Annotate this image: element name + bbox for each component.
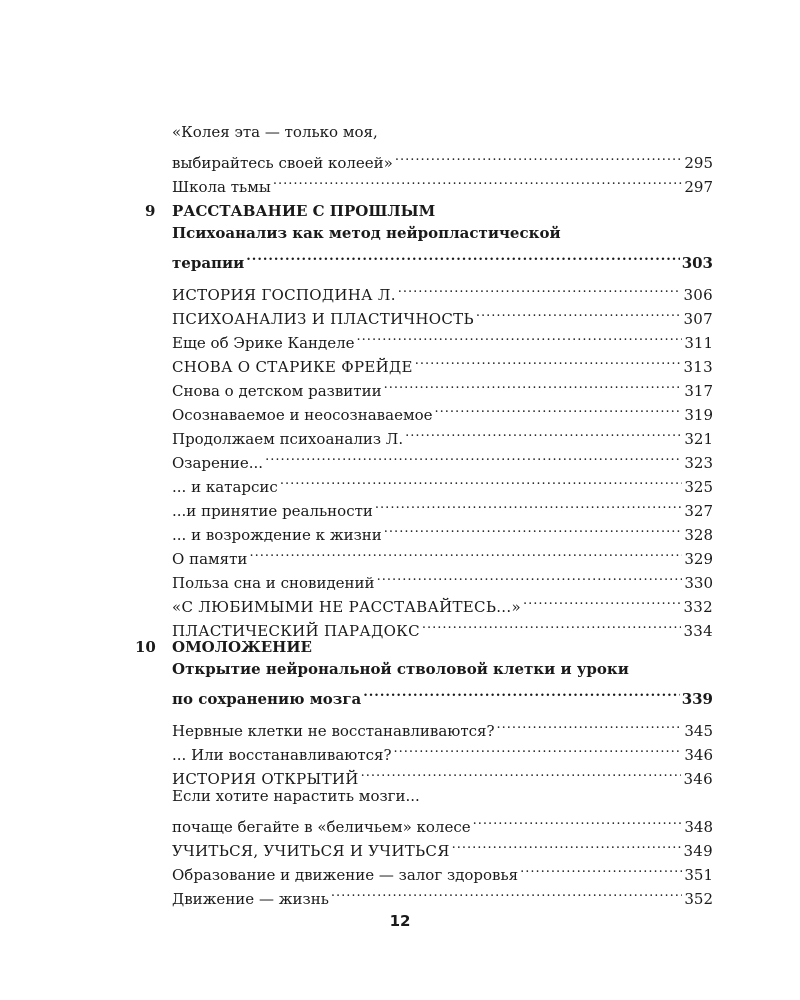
toc-entry-line1: «Колея эта — только моя, (172, 123, 378, 141)
chapter-subtitle-end: по сохранению мозга (172, 690, 362, 708)
toc-entry-page: 348 (684, 818, 713, 836)
chapter-9 (145, 200, 713, 640)
toc-entry-page: 307 (683, 310, 713, 328)
dot-leader (377, 564, 683, 588)
dot-leader (520, 856, 682, 880)
chapter-number: 9 (145, 202, 156, 220)
chapter-title: РАССТАВАНИЕ С ПРОШЛЫМ (172, 202, 436, 220)
dot-leader (398, 276, 682, 300)
dot-leader (357, 324, 683, 348)
toc-entry-page: 323 (684, 454, 713, 472)
dot-leader (384, 516, 683, 540)
toc-entry-title: УЧИТЬСЯ, УЧИТЬСЯ И УЧИТЬСЯ (172, 842, 450, 860)
toc-entry-title: СНОВА О СТАРИКЕ ФРЕЙДЕ (172, 358, 413, 376)
toc-entry-page: 325 (684, 478, 713, 496)
toc-entry-title: почаще бегайте в «беличьем» колесе (172, 818, 471, 836)
toc-entry-page: 332 (683, 598, 713, 616)
toc-entry-title: ПСИХОАНАЛИЗ И ПЛАСТИЧНОСТЬ (172, 310, 474, 328)
toc-entry-page: 297 (684, 178, 713, 196)
toc-entry-title: О памяти (172, 550, 248, 568)
page-number: 12 (389, 912, 411, 930)
toc-entry-page: 345 (684, 722, 713, 740)
toc-entry-title: ПЛАСТИЧЕСКИЙ ПАРАДОКС (172, 622, 420, 640)
dot-leader (246, 244, 679, 268)
toc-entry-page: 329 (684, 550, 713, 568)
chapter-subtitle: Открытие нейрональной стволовой клетки и уроки (172, 660, 629, 678)
toc-entry-title: ... и возрождение к жизни (172, 526, 382, 544)
toc-entry-page: 346 (684, 746, 713, 764)
dot-leader (249, 540, 682, 564)
dot-leader (265, 444, 682, 468)
chapter-page: 339 (681, 690, 713, 708)
dot-leader (361, 760, 682, 784)
chapter-subtitle-end: терапии (172, 254, 245, 272)
toc-entry-page: 295 (684, 154, 713, 172)
chapter-subtitle-row (135, 680, 713, 708)
toc-entry-title: Снова о детском развитии (172, 382, 382, 400)
toc-entry-page: 346 (683, 770, 713, 788)
dot-leader (405, 420, 682, 444)
toc-entry (135, 712, 713, 740)
dot-leader (331, 880, 682, 904)
dot-leader (375, 492, 682, 516)
toc-entry-page: 317 (684, 382, 713, 400)
dot-leader (452, 832, 682, 856)
dot-leader (273, 168, 683, 192)
toc-entry (145, 144, 713, 172)
toc-entry-page: 311 (684, 334, 713, 352)
toc-entry (145, 276, 713, 304)
dot-leader (363, 680, 679, 704)
toc-entry-title: ... Или восстанавливаются? (172, 746, 392, 764)
toc-entry (135, 808, 713, 836)
toc-entry-title: Польза сна и сновидений (172, 574, 375, 592)
toc-entry-page: 327 (684, 502, 713, 520)
dot-leader (497, 712, 683, 736)
toc-entry-title: ... и катарсис (172, 478, 278, 496)
dot-leader (415, 348, 682, 372)
toc-entry-page: 306 (683, 286, 713, 304)
dot-leader (394, 736, 683, 760)
toc-entry-page: 313 (683, 358, 713, 376)
chapter-subtitle-row (145, 244, 713, 272)
toc-entry-title: ...и принятие реальности (172, 502, 373, 520)
dot-leader (384, 372, 683, 396)
toc-entry-title: выбирайтесь своей колеей» (172, 154, 393, 172)
toc-entry-title: Нервные клетки не восстанавливаются? (172, 722, 495, 740)
toc-entry-page: 330 (684, 574, 713, 592)
toc-entry-title: Еще об Эрике Канделе (172, 334, 355, 352)
toc-entry-page: 349 (683, 842, 713, 860)
dot-leader (395, 144, 683, 168)
chapter-subtitle: Психоанализ как метод нейропластической (172, 224, 561, 242)
chapter-heading (135, 636, 713, 658)
toc-continuation (145, 120, 713, 196)
toc-entry-line1: Если хотите нарастить мозги... (172, 787, 420, 805)
toc-entry-page: 319 (684, 406, 713, 424)
chapter-title: ОМОЛОЖЕНИЕ (172, 638, 312, 656)
chapter-heading (145, 200, 713, 222)
dot-leader (523, 588, 682, 612)
toc-entry-page: 352 (684, 890, 713, 908)
toc-entry-title: Движение — жизнь (172, 890, 329, 908)
toc-entry-title: Продолжаем психоанализ Л. (172, 430, 404, 448)
chapter-10 (135, 636, 713, 908)
dot-leader (473, 808, 683, 832)
toc-entry-page: 328 (684, 526, 713, 544)
toc-entry-title: Озарение... (172, 454, 264, 472)
toc-entry-title: Осознаваемое и неосознаваемое (172, 406, 433, 424)
toc-entry-page: 321 (684, 430, 713, 448)
toc-entry-title: Школа тьмы (172, 178, 271, 196)
toc-entry-title: ИСТОРИЯ ГОСПОДИНА Л. (172, 286, 396, 304)
toc-entry-title: ИСТОРИЯ ОТКРЫТИЙ (172, 770, 359, 788)
chapter-number: 10 (135, 638, 156, 656)
toc-entry-title: «С ЛЮБИМЫМИ НЕ РАССТАВАЙТЕСЬ...» (172, 598, 521, 616)
dot-leader (435, 396, 683, 420)
chapter-page: 303 (681, 254, 713, 272)
dot-leader (476, 300, 682, 324)
dot-leader (422, 612, 682, 636)
toc-entry-page: 351 (684, 866, 713, 884)
toc-entry-page: 334 (683, 622, 713, 640)
dot-leader (280, 468, 683, 492)
toc-entry-title: Образование и движение — залог здоровья (172, 866, 519, 884)
